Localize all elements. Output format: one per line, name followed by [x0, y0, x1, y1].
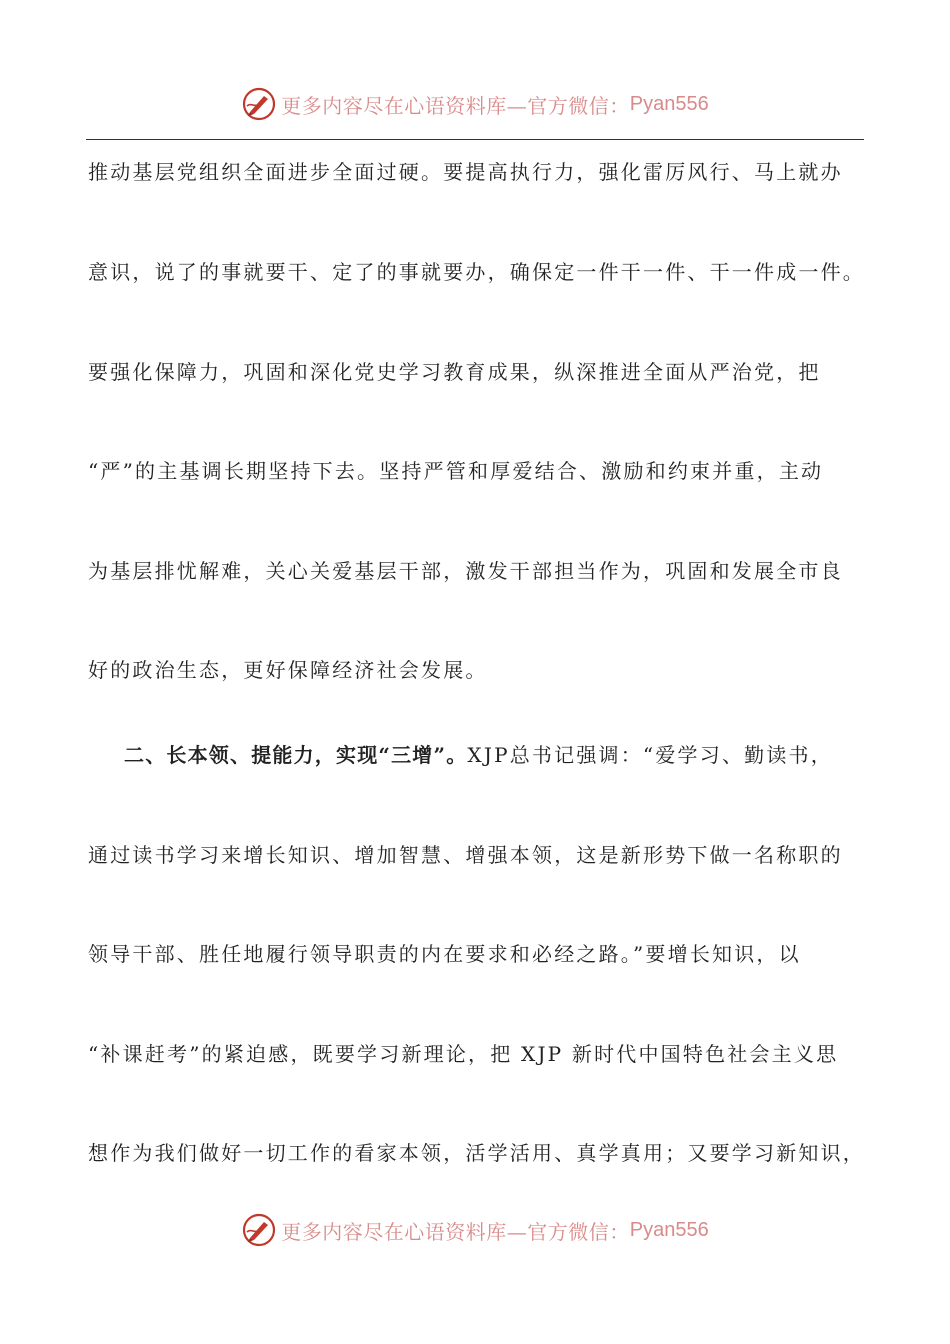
footer-watermark	[0, 1210, 950, 1250]
body-line-1: 推动基层党组织全面进步全面过硬。要提高执行力，强化雷厉风行、马上就办	[88, 160, 843, 184]
section-two-line-1: 通过读书学习来增长知识、增加智慧、增强本领，这是新形势下做一名称职的	[88, 843, 843, 867]
header-watermark	[0, 84, 950, 124]
section-two-line-2: 领导干部、胜任地履行领导职责的内在要求和必经之路。”要增长知识，以	[88, 942, 801, 966]
watermark-wechat-id: Pyan556	[629, 92, 709, 115]
watermark-text: 更多内容尽在心语资料库—官方微信：	[281, 1219, 630, 1244]
section-two-line-3: “补课赶考”的紧迫感，既要学习新理论，把 XJP 新时代中国特色社会主义思	[88, 1042, 839, 1066]
body-line-3: 要强化保障力，巩固和深化党史学习教育成果，纵深推进全面从严治党，把	[88, 360, 821, 384]
section-heading: 二、长本领、提能力，实现“三增”。	[124, 743, 468, 767]
section-two-first-line	[124, 741, 878, 769]
section-two-line-4: 想作为我们做好一切工作的看家本领，活学活用、真学真用；又要学习新知识，	[88, 1141, 865, 1165]
watermark-text: 更多内容尽在心语资料库—官方微信：	[281, 93, 630, 118]
section-two-intro: XJP总书记强调：“爱学习、勤读书，	[467, 743, 833, 767]
watermark-wechat-id: Pyan556	[629, 1218, 709, 1241]
body-line-5: 为基层排忧解难，关心关爱基层干部，激发干部担当作为，巩固和发展全市良	[88, 559, 843, 583]
body-line-6: 好的政治生态，更好保障经济社会发展。	[88, 658, 488, 682]
header-divider	[86, 139, 864, 140]
body-line-4: “严”的主基调长期坚持下去。坚持严管和厚爱结合、激励和约束并重，主动	[88, 459, 824, 483]
pen-nib-logo-icon	[241, 1212, 277, 1248]
body-line-2: 意识，说了的事就要干、定了的事就要办，确保定一件干一件、干一件成一件。	[88, 260, 865, 284]
pen-nib-logo-icon	[241, 86, 277, 122]
